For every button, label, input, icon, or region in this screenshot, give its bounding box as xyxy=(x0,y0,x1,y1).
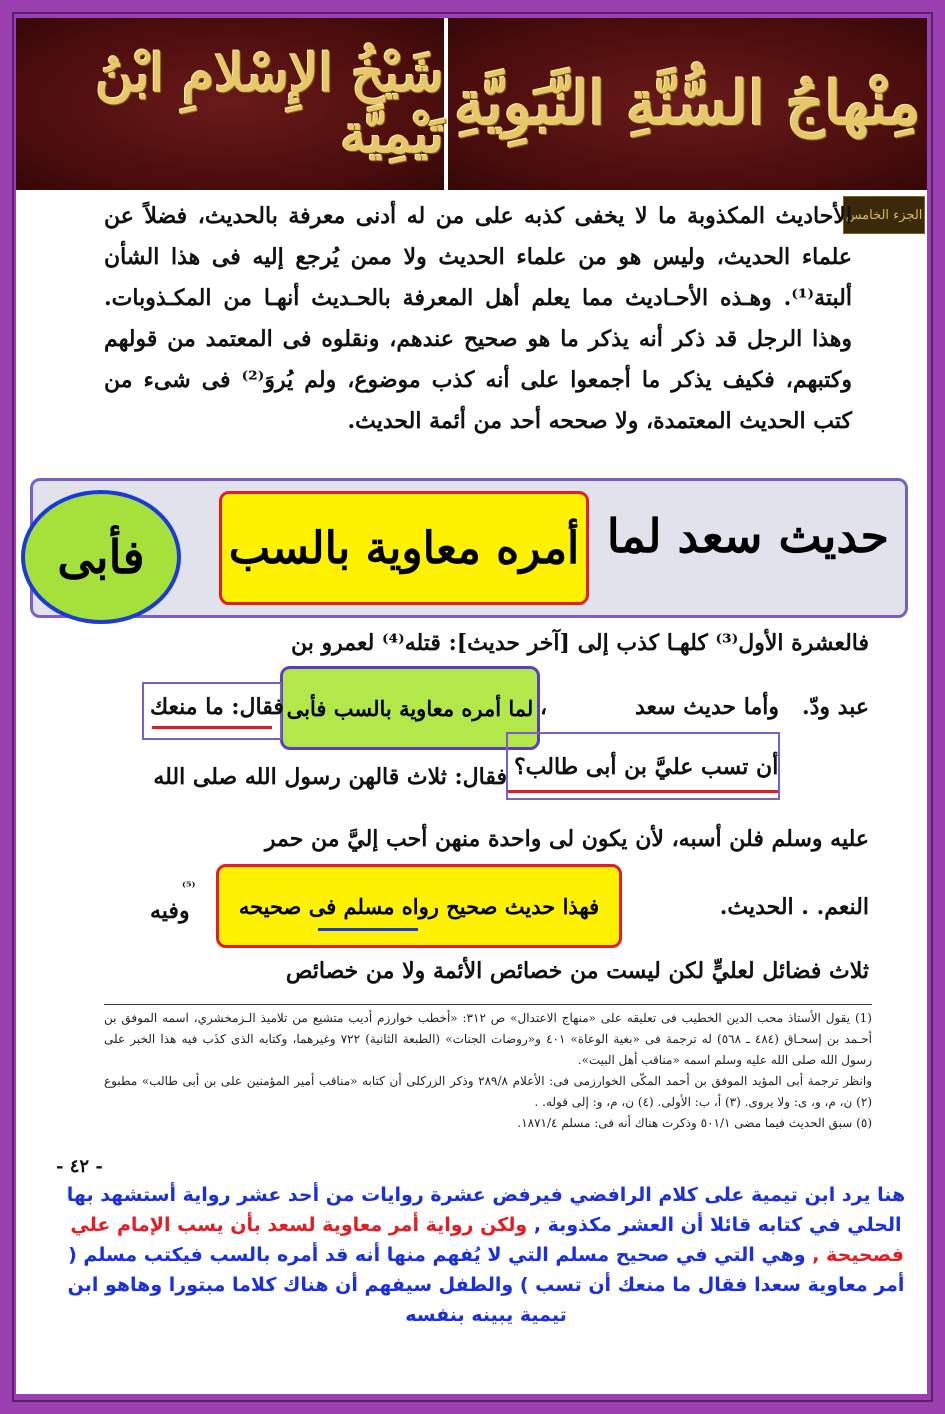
body-line-2-comma: ، xyxy=(540,694,548,720)
title-highlight: أمره معاوية بالسب xyxy=(219,491,589,605)
footnote-5: (٥) سبق الحديث فيما مضى ٥٠١/١ وذكرت هناك أنه فى: مسلم ١٨٧١/٤. xyxy=(517,1116,872,1130)
red-underline-1 xyxy=(152,726,272,729)
author-title: شَيْخُ الإِسْلامِ ابْنُ تَيْمِيَّة xyxy=(16,18,448,190)
yellow-highlight: فهذا حديث صحيح رواه مسلم فى صحيحه xyxy=(216,864,622,948)
body-line-3-rest: فقال: ثلاث قالهن رسول الله صلى الله xyxy=(153,764,507,790)
green-highlight: لما أمره معاوية بالسب فأبى xyxy=(280,666,540,750)
commentary-part-1: هنا يرد ابن تيمية على كلام الرافضي فيرفض عشرة روايات من أحد عشر رواية أستشهد بها الحلي في كتابه قائلا أن العشر مكذوبة , xyxy=(66,1184,906,1236)
footnote-rule xyxy=(104,1004,872,1005)
body-line-5-end: وفيه xyxy=(150,898,190,924)
body-line-2-start: فقال: ما منعك xyxy=(150,694,284,720)
volume-label: الجزء الخامس xyxy=(843,196,925,234)
blue-underline xyxy=(318,928,418,931)
book-title: مِنْهاجُ السُّنَّةِ النَّبَوِيَّةِ xyxy=(448,18,927,190)
commentary-part-2: ولكن رواية أمر معاوية لسعد بأن يسب الإمام علي فصحيحة , xyxy=(70,1214,904,1266)
document-page xyxy=(16,18,927,1394)
body-line-2-end: عبد ودّ. xyxy=(801,694,869,720)
footnote-1: (1) يقول الأستاذ محب الدين الخطيب فى تعليقه على «منهاج الاعتدال» ص ٣١٢: «أخطب خوارزم أديب متشيع من تلاميذ الـزمخشري، اسمه الموفق بن أحـمد بن إسحـاق (٤٨٤ ـ ٥٦٨) له ترجمة فى «بغية الوعاة» ٤٠١ و«روضات الجنات» (الطبعة الثانية) ٧٢٢ وغيرهما، وكتابه الذى كذَب فيه هذا الخبر على رسول الله صلى الله عليه وسلم اسمه «مناقب أهل البيت». xyxy=(104,1011,872,1067)
red-underline-2 xyxy=(508,790,778,793)
footnote-2: وانظر ترجمة أبى المؤيد الموفق بن أحمد المكّى الخوارزمى فى: الأعلام ٢٨٩/٨ وذكر الزركلى أن كتابه «مناقب أمير المؤمنين على بن أبى طالب» مطبوع (٢) ن، م، و، ى: ولا يروى. (٣) أ، ب: الأولى. (٤) ن، م، و: إلى قوله. . xyxy=(104,1074,872,1109)
header-banner xyxy=(16,18,927,190)
footnotes xyxy=(104,1008,872,1134)
body-line-5-start: النعم. . الحديث. xyxy=(719,894,869,920)
body-line-3-box: أن تسب عليَّ بن أبى طالب؟ xyxy=(514,754,779,780)
commentary-part-3: وهي التي في صحيح مسلم التي لا يُفهم منها أنه قد أمره بالسب فيكتب مسلم ( أمر معاوية سعدا فقال ما منعك أن تسب ) والطفل سيفهم أن هناك كلاما مبتورا وهاهو ابن تيمية يبينه بنفسه xyxy=(67,1244,905,1326)
body-line-1: فالعشرة الأول⁽³⁾ كلهـا كذب إلى [آخر حديث]: قتله⁽⁴⁾ لعمرو بن xyxy=(290,630,869,656)
footnote-ref-5: ⁽⁵⁾ xyxy=(182,880,196,895)
body-line-2-mid: وأما حديث سعد xyxy=(634,694,779,720)
scan-paragraph-1: الأحاديث المكذوبة ما لا يخفى كذبه على من له أدنى معرفة بالحديث، فضلاً عن علماء الحديث، وليس هو من علماء الحديث ولا ممن يُرجع إليه فى هذا الشأن ألبتة⁽¹⁾. وهـذه الأحـاديث مما يعلم أهل المعرفة بالحـديث أنهـا من المكـذوبات. وهذا الرجل قد ذكر أنه يذكر ما هو صحيح عندهم، ونقلوه فى المعتمد من قولهم وكتبهم، فكيف يذكر ما أجمعوا على أنه كذب موضوع، ولم يُروَ⁽²⁾ فى شىء من كتب الحديث المعتمدة، ولا صححه أحد من أئمة الحديث. xyxy=(104,203,853,434)
body-line-6: ثلاث فضائل لعليٍّ لكن ليست من خصائص الأئمة ولا من خصائص xyxy=(285,958,869,984)
circle-label: فأبى xyxy=(21,490,181,624)
commentary xyxy=(56,1180,916,1330)
title-prefix: حديث سعد لما xyxy=(606,509,889,563)
body-line-4: عليه وسلم فلن أسبه، لأن يكون لى واحدة منهن أحب إليَّ من حمر xyxy=(264,826,869,852)
page-number: - ٤٢ - xyxy=(56,1156,103,1177)
